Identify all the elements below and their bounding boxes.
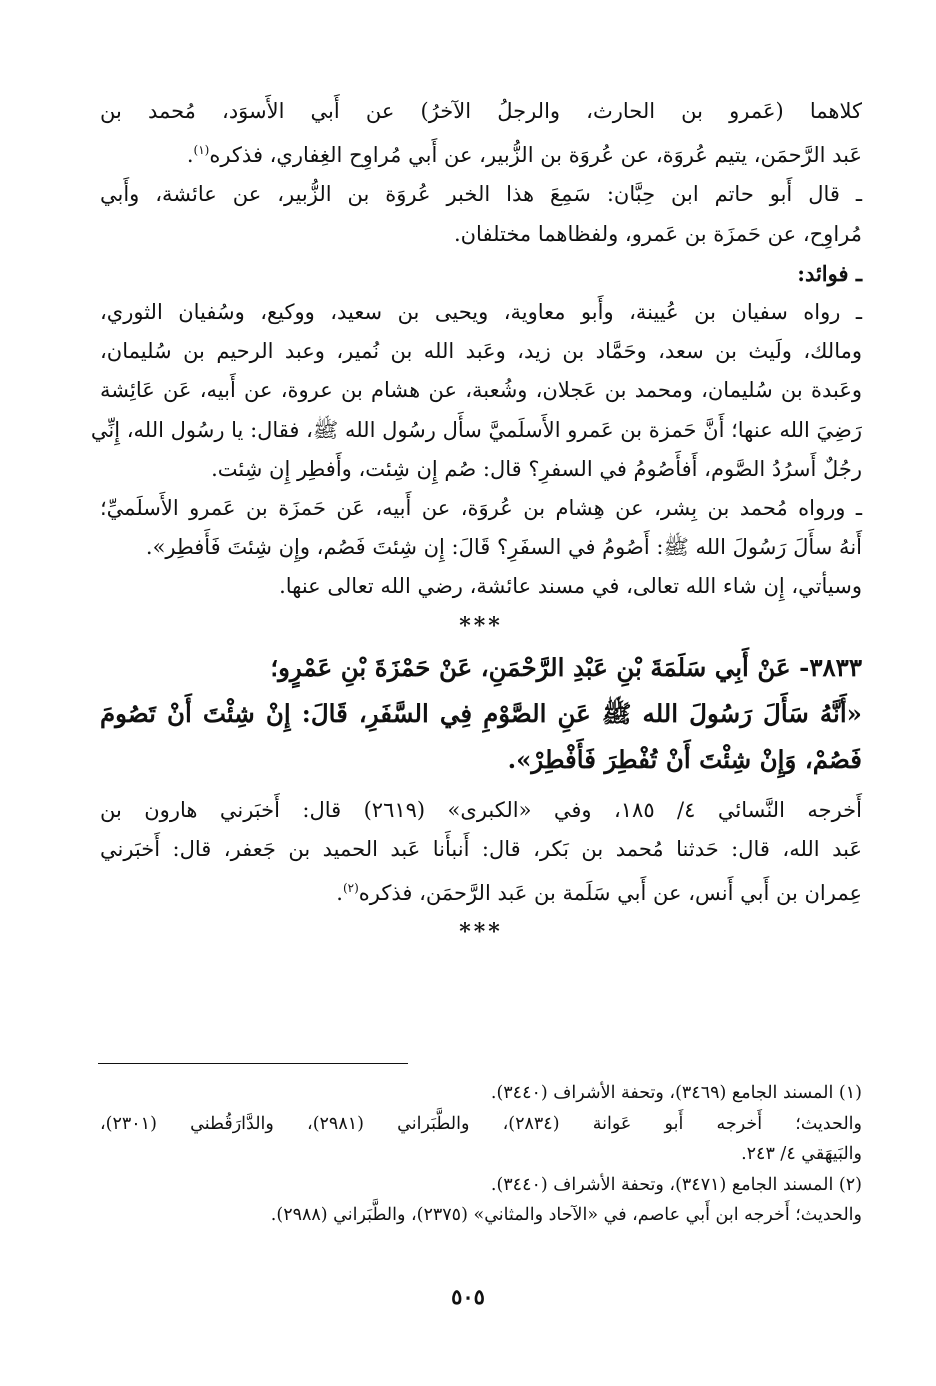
footnote-ref: (١) xyxy=(193,143,210,158)
takhrij-line: عِمران بن أَبي أَنس، عن أَبي سَلَمة بن عَبد الرَّحمَن، فذكره$^{(٢)}$. xyxy=(336,881,862,906)
page-body xyxy=(90,92,862,951)
takhrij-line-text: عِمران بن أَبي أَنس، عن أَبي سَلَمة بن عَبد الرَّحمَن، فذكره xyxy=(358,881,862,906)
takhrij-line: عَبد الله، قال: حَدثنا مُحمد بن بَكر، قال: أَنبأَنا عَبد الحميد بن جَعفر، قال: أَخبَرني xyxy=(100,836,862,861)
body-line: مُراوِح، عن حَمزَة بن عَمرو، ولفظاهما مختلفان. xyxy=(453,221,862,246)
footnote-line: والحديث؛ أَخرجه ابن أَبي عاصم، في «الآحاد والمثاني» (٢٣٧٥)، والطَّبَراني (٢٩٨٨). xyxy=(270,1205,862,1225)
footnote-line: (٢) المسند الجامع (٣٤٧١)، وتحفة الأشراف (٣٤٤٠). xyxy=(490,1174,862,1195)
hadith-line: فَصُمْ، وَإِنْ شِئْتَ أَنْ تُفْطِرَ فَأَفْطِرْ». xyxy=(507,744,862,774)
page-number: ٥٠٥ xyxy=(451,1284,485,1309)
footnote-line: (١) المسند الجامع (٣٤٦٩)، وتحفة الأشراف (٣٤٤٠). xyxy=(490,1083,862,1103)
footnotes xyxy=(100,1078,862,1231)
section-heading: ـ فوائد: xyxy=(797,260,862,286)
takhrij-line: أَخرجه النَّسائي ٤/ ١٨٥، وفي «الكبرى» (٢٦١٩) قال: أَخبَرني هارون بن xyxy=(100,797,862,822)
body-line: ـ رواه سفيان بن عُيينة، وأَبو معاوية، ويحيى بن سعيد، ووكيع، وسُفيان الثوري، xyxy=(100,300,862,325)
body-line: رجُلٌ أَسرُدُ الصَّوم، أَفأَصُومُ في السفرِ؟ قال: صُم إِن شِئت، وأَفطِر إِن شِئت. xyxy=(211,456,862,481)
footnote-line: والبَيهَقي ٤/ ٢٤٣. xyxy=(741,1144,862,1164)
hadith-line: ٣٨٣٣- عَنْ أَبِي سَلَمَةَ بْنِ عَبْدِ الرَّحْمَنِ، عَنْ حَمْزَةَ بْنِ عَمْرٍو؛ xyxy=(270,652,862,682)
footnote-ref: (٢) xyxy=(342,881,359,896)
body-line: كلاهما (عَمرو بن الحارث، والرجلُ الآخرُ) عن أَبي الأَسوَد، مُحمد بن xyxy=(100,99,862,123)
body-line: ـ قال أَبو حاتم ابن حِبَّان: سَمِعَ هذا الخبر عُروَة بن الزُّبير، عن عائشة، وأَبي xyxy=(100,182,862,207)
body-line: وعَبدة بن سُليمان، ومحمد بن عَجلان، وشُعبة، عن هشام بن عروة، عن أَبيه، عَن عَائِشة xyxy=(100,378,862,403)
footnote-line: والحديث؛ أَخرجه أَبو عَوانة (٢٨٣٤)، والطَّبَراني (٢٩٨١)، والدَّارَقُطني (٢٣٠١)، xyxy=(100,1113,862,1134)
separator-stars: *** xyxy=(459,612,503,639)
body-line: أَنهُ سأَلَ رَسُولَ الله ﷺ: أَصُومُ في السفَرِ؟ قَالَ: إِن شِئتَ فَصُم، وإِن شِئتَ فَأَفطِر». xyxy=(145,535,862,560)
body-line: ـ ورواه مُحمد بن بِشر، عن هِشام بن عُروَة، عن أَبيه، عَن حَمزَة بن عَمرو الأَسلَميِّ؛ xyxy=(100,496,862,521)
body-line-text: عَبد الرَّحمَن، يتيم عُروَة، عن عُروَة بن الزُّبير، عن أَبي مُراوِح الغِفاري، فذكره xyxy=(209,143,862,168)
body-line: وسيأتي، إِن شاء الله تعالى، في مسند عائشة، رضي الله تعالى عنها. xyxy=(279,574,862,599)
body-line: عَبد الرَّحمَن، يتيم عُروَة، عن عُروَة بن الزُّبير، عن أَبي مُراوِح الغِفاري، فذكره$^{(١)}$. xyxy=(186,143,862,168)
body-line: رَضِيَ الله عنها؛ أَنَّ حَمزة بن عَمرو الأَسلَميَّ سأَل رسُول الله ﷺ، فقال: يا رسُول الله، إِنِّي xyxy=(90,417,862,442)
separator-stars: *** xyxy=(459,919,503,946)
body-line: ومالك، ولَيث بن سعد، وحَمَّاد بن زيد، وعَبد الله بن نُمير، وعبد الرحيم بن سُليمان، xyxy=(100,339,862,364)
hadith-line: «أَنَّهُ سَأَلَ رَسُولَ الله ﷺ عَنِ الصَّوْمِ فِي السَّفَرِ، قَالَ: إِنْ شِئْتَ أَنْ تَصُومَ xyxy=(100,698,862,728)
footnote-rule xyxy=(98,1063,408,1064)
